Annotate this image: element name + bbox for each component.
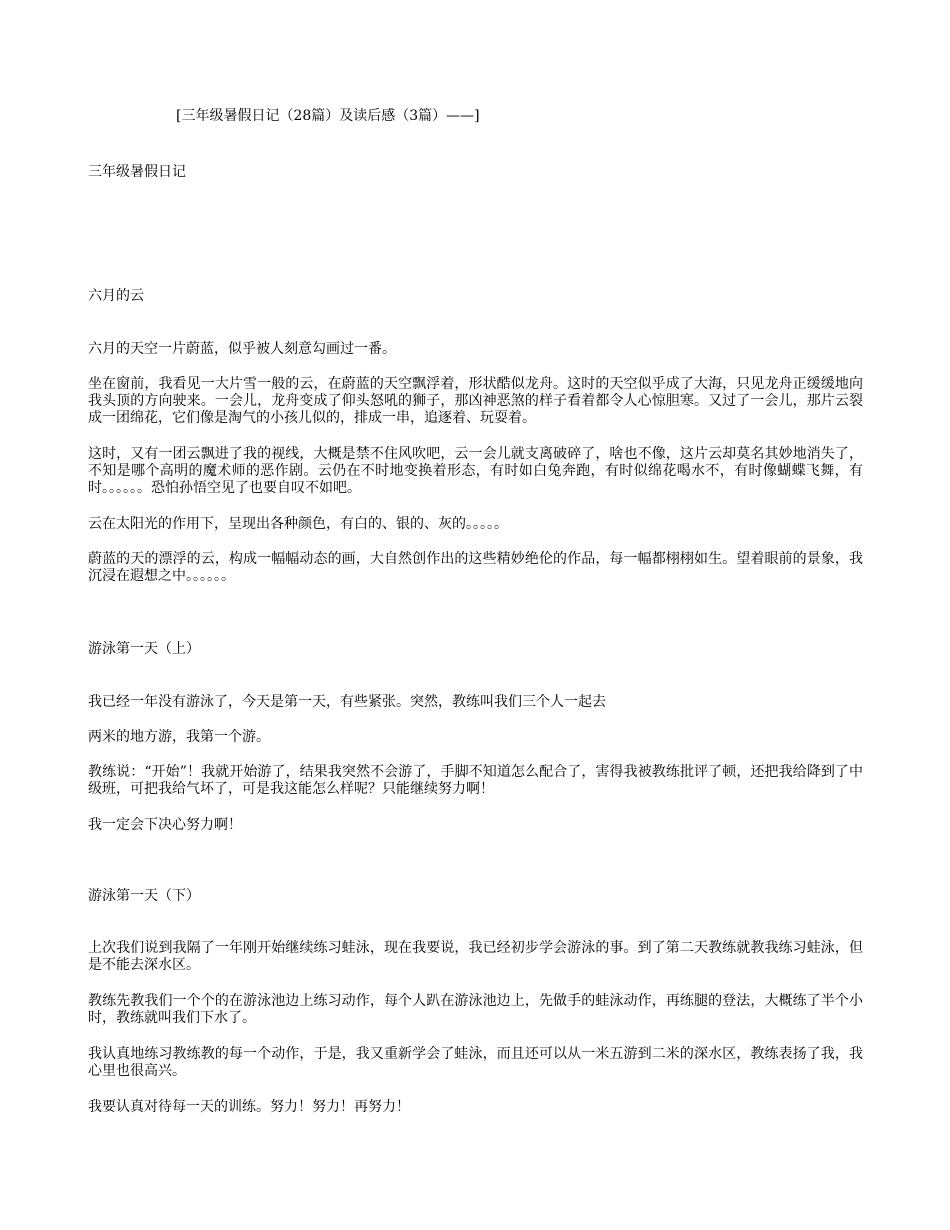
paragraph: 云在太阳光的作用下，呈现出各种颜色，有白的、银的、灰的。。。。。: [88, 516, 508, 532]
paragraph: 我一定会下决心努力啊！: [88, 817, 242, 833]
section-title-swim-day1-part1: 游泳第一天（上）: [88, 641, 200, 657]
paragraph: 六月的天空一片蔚蓝，似乎被人刻意勾画过一番。: [88, 341, 396, 357]
paragraph: 蔚蓝的天的漂浮的云，构成一幅幅动态的画，大自然创作出的这些精妙绝伦的作品，每一幅都栩栩如生。望着眼前的景象，我沉浸在遐想之中。。。。。。: [88, 551, 863, 584]
document-title: [三年级暑假日记（28篇）及读后感（3篇）——]: [176, 108, 480, 124]
paragraph: 我要认真对待每一天的训练。努力！努力！再努力！: [88, 1099, 410, 1115]
paragraph: 坐在窗前，我看见一大片雪一般的云，在蔚蓝的天空飘浮着，形状酷似龙舟。这时的天空似乎成了大海，只见龙舟正缓缓地向我头顶的方向驶来。一会儿，龙舟变成了仰头怒吼的狮子，那凶神恶煞的样子看着都令人心惊胆寒。又过了一会儿，那片云裂成一团绵花，它们像是淘气的小孩儿似的，排成一串，追逐着、玩耍着。: [88, 376, 863, 426]
paragraph: 这时，又有一团云飘进了我的视线，大概是禁不住风吹吧，云一会儿就支离破碎了，啥也不像，这片云却莫名其妙地消失了，不知是哪个高明的魔术师的恶作剧。云仍在不时地变换着形态，有时如白兔奔跑，有时似绵花喝水不，有时像蝴蝶飞舞，有时。。。。。。恐怕孙悟空见了也要自叹不如吧。: [88, 446, 863, 496]
section-title-swim-day1-part2: 游泳第一天（下）: [88, 888, 200, 904]
paragraph: 我已经一年没有游泳了，今天是第一天，有些紧张。突然，教练叫我们三个人一起去: [88, 694, 606, 710]
paragraph: 教练说：“开始”！我就开始游了，结果我突然不会游了，手脚不知道怎么配合了，害得我被教练批评了顿，还把我给降到了中级班，可把我给气坏了，可是我这能怎么样呢？只能继续努力啊！: [88, 764, 863, 797]
section-title-june-clouds: 六月的云: [88, 288, 144, 304]
paragraph: 我认真地练习教练教的每一个动作，于是，我又重新学会了蛙泳，而且还可以从一米五游到二米的深水区，教练表扬了我，我心里也很高兴。: [88, 1046, 863, 1079]
document-heading: 三年级暑假日记: [88, 164, 186, 180]
paragraph: 两米的地方游，我第一个游。: [88, 729, 270, 745]
paragraph: 上次我们说到我隔了一年刚开始继续练习蛙泳，现在我要说，我已经初步学会游泳的事。到了第二天教练就教我练习蛙泳，但是不能去深水区。: [88, 940, 863, 973]
paragraph: 教练先教我们一个个的在游泳池边上练习动作，每个人趴在游泳池边上，先做手的蛙泳动作，再练腿的登法，大概练了半个小时，教练就叫我们下水了。: [88, 993, 863, 1026]
